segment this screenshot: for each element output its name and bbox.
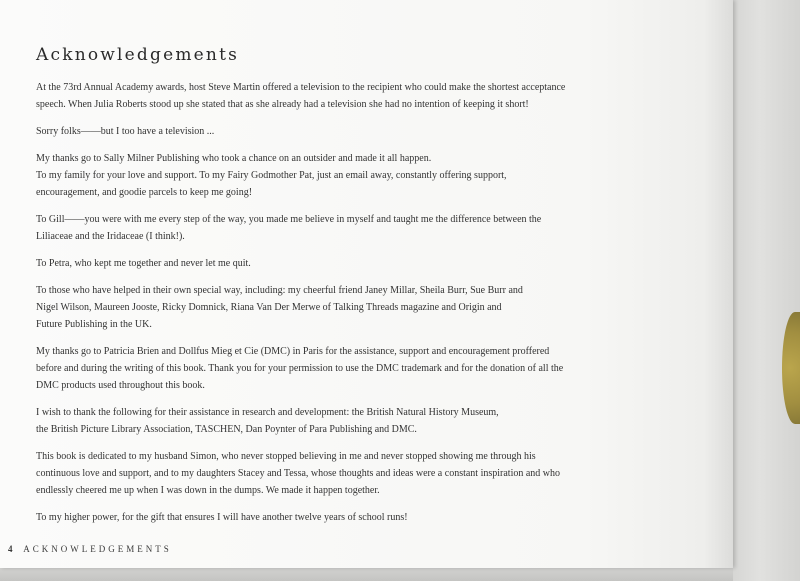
paragraph bbox=[36, 448, 726, 499]
paragraph bbox=[36, 150, 726, 201]
running-head: ACKNOWLEDGEMENTS bbox=[23, 544, 172, 554]
text-line: I wish to thank the following for their assistance in research and development: the British Natural History Museum, bbox=[36, 407, 499, 418]
text-line: Sorry folks——but I too have a television ... bbox=[36, 126, 215, 137]
text-line: My thanks go to Sally Milner Publishing who took a chance on an outsider and made it all happen. bbox=[36, 153, 432, 164]
paragraph bbox=[36, 123, 726, 140]
text-line: To those who have helped in their own special way, including: my cheerful friend Janey Millar, Sheila Burr, Sue Burr and bbox=[36, 285, 523, 296]
page-bottom-edge bbox=[0, 568, 733, 581]
paragraph bbox=[36, 343, 726, 394]
text-line: To Gill——you were with me every step of the way, you made me believe in myself and taught me the difference between the bbox=[36, 214, 542, 225]
text-line: To my family for your love and support. To my Fairy Godmother Pat, just an email away, constantly offering support, bbox=[36, 170, 507, 181]
paragraph bbox=[36, 255, 726, 272]
paragraph bbox=[36, 509, 726, 526]
text-line: This book is dedicated to my husband Simon, who never stopped believing in me and never stopped showing me through his bbox=[36, 451, 536, 462]
page-footer bbox=[8, 544, 172, 554]
text-line: encouragement, and goodie parcels to keep me going! bbox=[36, 187, 253, 198]
text-line: Nigel Wilson, Maureen Jooste, Ricky Domnick, Riana Van Der Merwe of Talking Threads magazine and Origin and bbox=[36, 302, 502, 313]
text-line: Future Publishing in the UK. bbox=[36, 319, 152, 330]
text-line: Liliaceae and the Iridaceae (I think!). bbox=[36, 231, 185, 242]
paragraph bbox=[36, 211, 726, 245]
text-line: To my higher power, for the gift that ensures I will have another twelve years of school runs! bbox=[36, 512, 408, 523]
text-line: At the 73rd Annual Academy awards, host Steve Martin offered a television to the recipient who could make the shortest acceptance bbox=[36, 82, 566, 93]
text-line: speech. When Julia Roberts stood up she stated that as she already had a television she had no intention of keeping it short! bbox=[36, 99, 529, 110]
text-line: before and during the writing of this book. Thank you for your permission to use the DMC trademark and for the donation of all the bbox=[36, 363, 564, 374]
page-title: Acknowledgements bbox=[36, 45, 240, 65]
gold-page-edge bbox=[782, 312, 800, 424]
paragraph bbox=[36, 282, 726, 333]
body-text bbox=[36, 79, 726, 536]
paragraph bbox=[36, 79, 726, 113]
text-line: To Petra, who kept me together and never let me quit. bbox=[36, 258, 251, 269]
text-line: My thanks go to Patricia Brien and Dollfus Mieg et Cie (DMC) in Paris for the assistance, support and encouragement proffered bbox=[36, 346, 550, 357]
adjacent-page-edge bbox=[733, 0, 800, 581]
page-number: 4 bbox=[8, 544, 13, 554]
text-line: DMC products used throughout this book. bbox=[36, 380, 205, 391]
paragraph bbox=[36, 404, 726, 438]
text-line: the British Picture Library Association, TASCHEN, Dan Poynter of Para Publishing and DMC. bbox=[36, 424, 417, 435]
text-line: continuous love and support, and to my daughters Stacey and Tessa, whose thoughts and ideas were a constant inspiration and who bbox=[36, 468, 561, 479]
text-line: endlessly cheered me up when I was down in the dumps. We made it happen together. bbox=[36, 485, 380, 496]
